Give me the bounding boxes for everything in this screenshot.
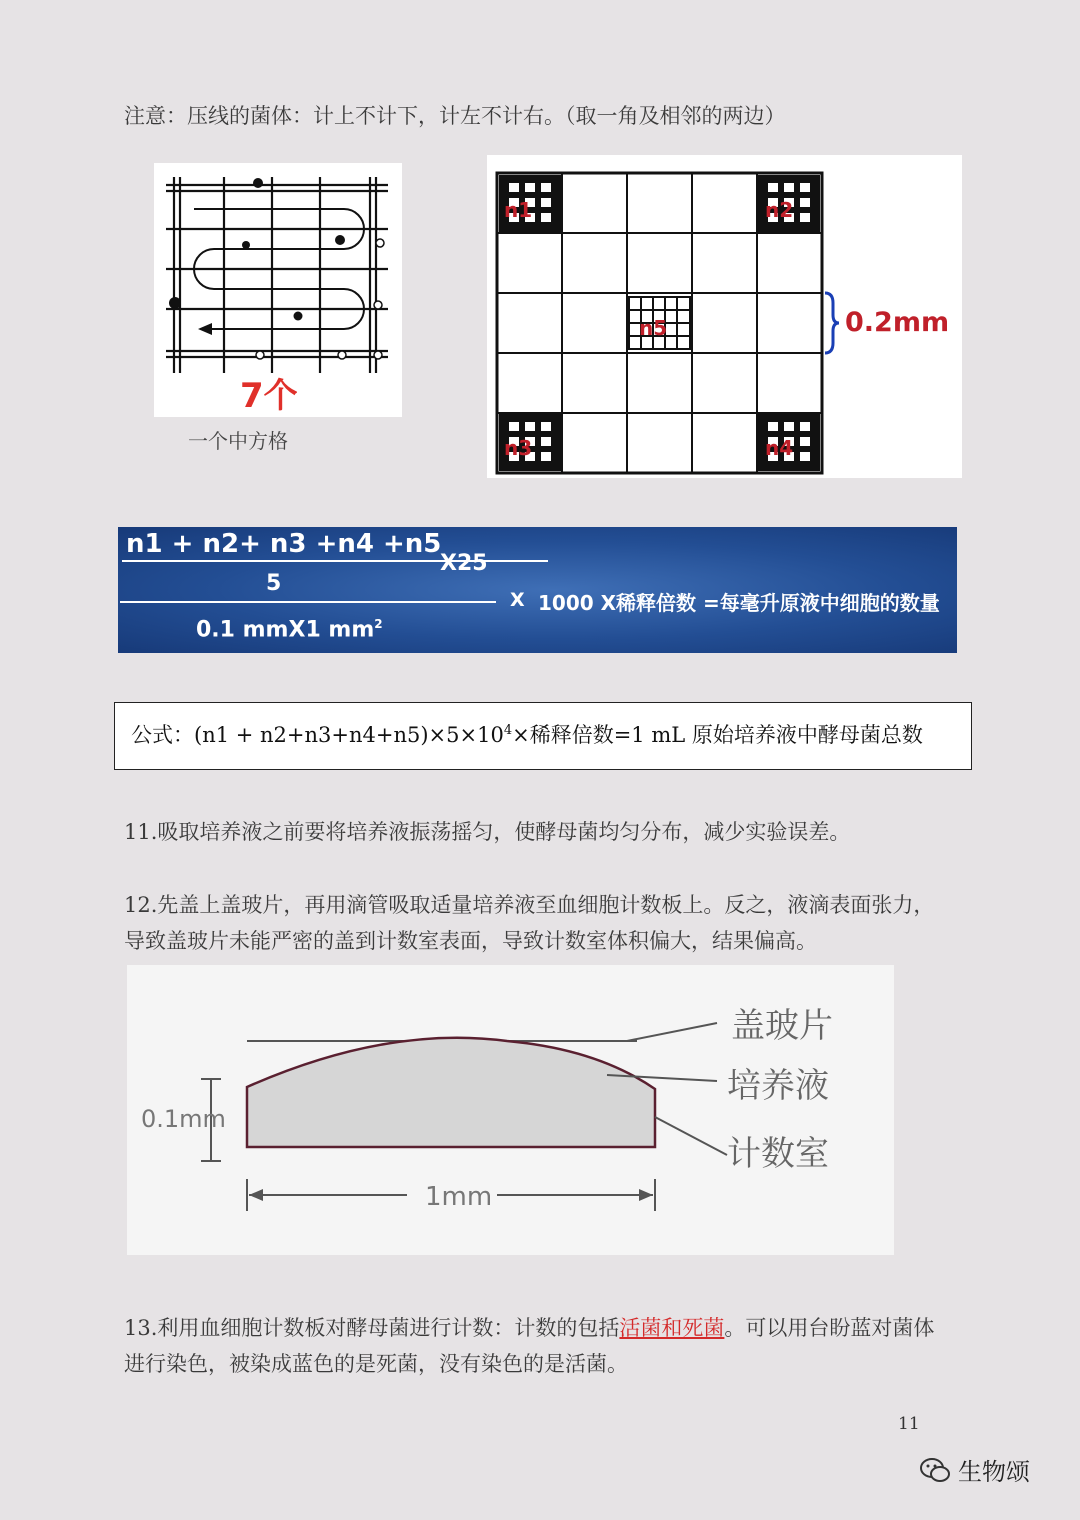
- denominator-text: 0.1 mmX1 mm: [196, 617, 375, 643]
- formula-suffix: ×稀释倍数=1 mL 原始培养液中酵母菌总数: [512, 723, 923, 747]
- chamber-cross-section-figure: [127, 965, 894, 1255]
- brand-watermark: [920, 1452, 1030, 1487]
- banner-denominator: [196, 617, 383, 642]
- label-n3: n3: [504, 436, 533, 460]
- formula-box: [114, 702, 972, 770]
- note-text: 注意：压线的菌体：计上不计下，计左不计右。（取一角及相邻的两边）: [124, 104, 786, 128]
- medium-square-diagram: [154, 163, 402, 417]
- label-n2: n2: [765, 198, 794, 222]
- banner-rest: 1000 X稀释倍数 =每毫升原液中细胞的数量: [538, 591, 940, 615]
- chamber-grid-diagram: [487, 155, 962, 478]
- cross-section-diagram: [127, 965, 894, 1255]
- medium-square-figure: [154, 163, 402, 417]
- item-13: [124, 1310, 944, 1382]
- label-n4: n4: [765, 436, 794, 460]
- counting-chamber-figure: [487, 155, 962, 478]
- brand-name: 生物颂: [958, 1458, 1030, 1486]
- item-13-before: 13.利用血细胞计数板对酵母菌进行计数：计数的包括: [124, 1316, 620, 1340]
- banner-x: X: [510, 589, 525, 611]
- liquid-shape: [247, 1038, 655, 1147]
- figure-caption: 一个中方格: [188, 429, 288, 453]
- item-13-highlight: 活菌和死菌: [619, 1316, 725, 1340]
- formula-banner: [118, 527, 957, 653]
- dimension-brace: [825, 293, 839, 353]
- wechat-icon: [920, 1457, 950, 1483]
- banner-times25: X25: [440, 551, 488, 576]
- formula-sup: 4: [503, 723, 513, 738]
- formula-prefix: 公式：(n1 + n2+n3+n4+n5)×5×10: [131, 723, 504, 747]
- label-cover-slip: 盖玻片: [731, 1006, 833, 1046]
- label-width: 1mm: [425, 1182, 493, 1212]
- label-height: 0.1mm: [141, 1105, 226, 1133]
- item-13-after: 。可以用台盼蓝对菌体进行染色，被染成蓝色的是死菌，没有染色的是活菌。: [124, 1316, 935, 1376]
- dimension-label: 0.2mm: [845, 307, 950, 338]
- page-number: 11: [898, 1414, 920, 1434]
- label-liquid: 培养液: [727, 1066, 829, 1106]
- formula-text: [131, 719, 923, 749]
- label-n1: n1: [504, 198, 533, 222]
- item-11: 11.吸取培养液之前要将培养液振荡摇匀，使酵母菌均匀分布，减少实验误差。: [124, 820, 851, 844]
- banner-divisor: 5: [266, 571, 282, 596]
- count-label: 7个: [240, 376, 298, 416]
- denominator-sup: 2: [374, 617, 383, 631]
- item-12: 12.先盖上盖玻片，再用滴管吸取适量培养液至血细胞计数板上。反之，液滴表面张力，导致盖玻片未能严密的盖到计数室表面，导致计数室体积偏大，结果偏高。: [124, 893, 935, 953]
- label-chamber: 计数室: [727, 1134, 829, 1174]
- outer-fraction-line: [120, 601, 496, 603]
- banner-numerator: n1 + n2+ n3 +n4 +n5: [126, 529, 442, 559]
- label-n5: n5: [639, 316, 668, 340]
